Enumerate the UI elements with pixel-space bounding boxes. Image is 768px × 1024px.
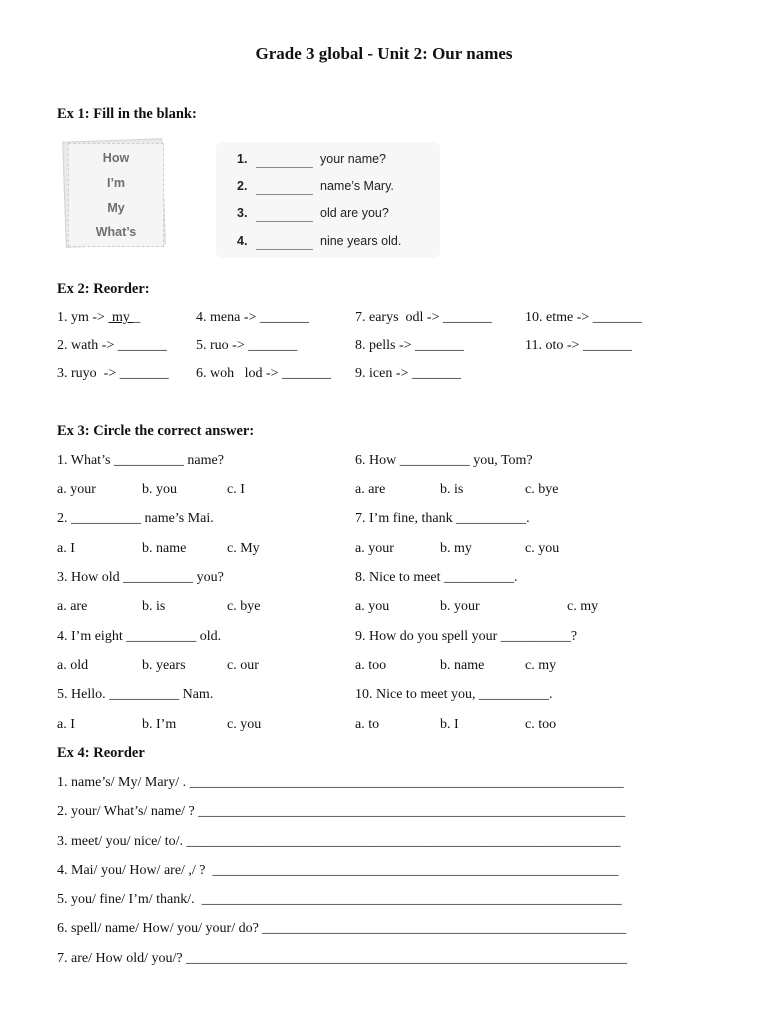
q2-number: 2.: [237, 179, 248, 193]
ex3-q3: 3. How old __________ you?: [57, 570, 224, 585]
ex3-q4-option-c[interactable]: c. our: [227, 658, 259, 673]
ex3-q5-option-c[interactable]: c. you: [227, 717, 262, 732]
q3-number: 3.: [237, 206, 248, 220]
ex3-q9-option-a[interactable]: a. too: [355, 658, 387, 673]
q1-number: 1.: [237, 152, 248, 166]
ex3-q7-option-b[interactable]: b. my: [440, 541, 472, 556]
ex3-q9: 9. How do you spell your __________?: [355, 629, 578, 644]
word-im: I’m: [106, 176, 126, 190]
ex3-q5-option-a[interactable]: a. I: [57, 717, 75, 732]
ex4-heading: Ex 4: Reorder: [57, 745, 145, 761]
ex2-item-11: 11. oto -> _______: [525, 338, 632, 353]
ex4-item-4: 4. Mai/ you/ How/ are/ ,/ ? __________________________________________________________: [57, 863, 619, 878]
q1-blank[interactable]: [256, 167, 313, 168]
ex3-q10-option-b[interactable]: b. I: [440, 717, 459, 732]
ex3-q8: 8. Nice to meet __________.: [355, 570, 518, 585]
ex3-q6-option-b[interactable]: b. is: [440, 482, 464, 497]
q2-blank[interactable]: [256, 194, 313, 195]
ex2-item-1-answer: my: [108, 310, 134, 325]
ex3-q5-option-b[interactable]: b. I’m: [142, 717, 177, 732]
ex3-q7-option-a[interactable]: a. your: [355, 541, 394, 556]
page-title: Grade 3 global - Unit 2: Our names: [255, 44, 513, 63]
ex2-heading: Ex 2: Reorder:: [57, 281, 150, 297]
ex4-item-7: 7. are/ How old/ you/? _______________________________________________________________: [57, 951, 628, 966]
ex3-q2-option-a[interactable]: a. I: [57, 541, 75, 556]
ex2-item-3: 3. ruyo -> _______: [57, 366, 169, 381]
ex3-q2-option-c[interactable]: c. My: [227, 541, 260, 556]
ex4-item-2: 2. your/ What’s/ name/ ? _____________________________________________________________: [57, 804, 626, 819]
ex3-q7-option-c[interactable]: c. you: [525, 541, 560, 556]
q4-number: 4.: [237, 234, 248, 248]
ex3-q6-option-c[interactable]: c. bye: [525, 482, 559, 497]
ex3-heading: Ex 3: Circle the correct answer:: [57, 423, 255, 439]
ex3-q3-option-b[interactable]: b. is: [142, 599, 166, 614]
ex3-q3-option-a[interactable]: a. are: [57, 599, 88, 614]
word-how: How: [102, 151, 130, 165]
ex3-q6-option-a[interactable]: a. are: [355, 482, 386, 497]
ex3-q2-option-b[interactable]: b. name: [142, 541, 187, 556]
q4-text: nine years old.: [320, 234, 402, 248]
word-whats: What’s: [95, 225, 137, 239]
ex2-item-1-tail: _: [133, 310, 141, 325]
ex4-item-5: 5. you/ fine/ I’m/ thank/. ____________________________________________________________: [57, 892, 622, 907]
ex3-q5: 5. Hello. __________ Nam.: [57, 687, 214, 702]
word-card: [68, 143, 164, 247]
ex2-item-8: 8. pells -> _______: [355, 338, 464, 353]
ex2-item-9: 9. icen -> _______: [355, 366, 461, 381]
ex4-item-3: 3. meet/ you/ nice/ to/. ______________________________________________________________: [57, 834, 621, 849]
ex4-item-1: 1. name’s/ My/ Mary/ . ______________________________________________________________: [57, 775, 624, 790]
ex3-q10: 10. Nice to meet you, __________.: [355, 687, 553, 702]
ex3-q1-option-c[interactable]: c. I: [227, 482, 245, 497]
ex3-q4-option-b[interactable]: b. years: [142, 658, 186, 673]
q4-blank[interactable]: [256, 249, 313, 250]
ex3-q9-option-b[interactable]: b. name: [440, 658, 485, 673]
ex2-item-6: 6. woh lod -> _______: [196, 366, 332, 381]
word-my: My: [107, 201, 125, 215]
ex3-q1-option-a[interactable]: a. your: [57, 482, 96, 497]
ex2-item-2: 2. wath -> _______: [57, 338, 167, 353]
ex3-q1-option-b[interactable]: b. you: [142, 482, 177, 497]
ex3-q1: 1. What’s __________ name?: [57, 453, 224, 468]
ex3-q7: 7. I’m fine, thank __________.: [355, 511, 530, 526]
ex2-item-7: 7. earys odl -> _______: [355, 310, 492, 325]
ex3-q10-option-c[interactable]: c. too: [525, 717, 557, 732]
ex1-heading: Ex 1: Fill in the blank:: [57, 106, 197, 122]
ex3-q8-option-c[interactable]: c. my: [567, 599, 599, 614]
ex3-q2: 2. __________ name’s Mai.: [57, 511, 214, 526]
ex2-item-1-prompt: 1. ym ->: [57, 310, 109, 325]
ex2-item-1: [57, 310, 140, 326]
ex2-item-5: 5. ruo -> _______: [196, 338, 298, 353]
q2-text: name’s Mary.: [320, 179, 394, 193]
ex3-q8-option-b[interactable]: b. your: [440, 599, 480, 614]
ex3-q4-option-a[interactable]: a. old: [57, 658, 89, 673]
ex3-q9-option-c[interactable]: c. my: [525, 658, 557, 673]
ex3-q10-option-a[interactable]: a. to: [355, 717, 380, 732]
ex3-q6: 6. How __________ you, Tom?: [355, 453, 533, 468]
ex2-item-4: 4. mena -> _______: [196, 310, 309, 325]
ex4-item-6: 6. spell/ name/ How/ you/ your/ do? ____________________________________________________: [57, 921, 627, 936]
q1-text: your name?: [320, 152, 387, 166]
q3-blank[interactable]: [256, 221, 313, 222]
q3-text: old are you?: [320, 206, 389, 220]
ex3-q8-option-a[interactable]: a. you: [355, 599, 390, 614]
ex2-item-10: 10. etme -> _______: [525, 310, 642, 325]
fill-blank-panel: [216, 142, 440, 258]
ex3-q3-option-c[interactable]: c. bye: [227, 599, 261, 614]
ex3-q4: 4. I’m eight __________ old.: [57, 629, 222, 644]
